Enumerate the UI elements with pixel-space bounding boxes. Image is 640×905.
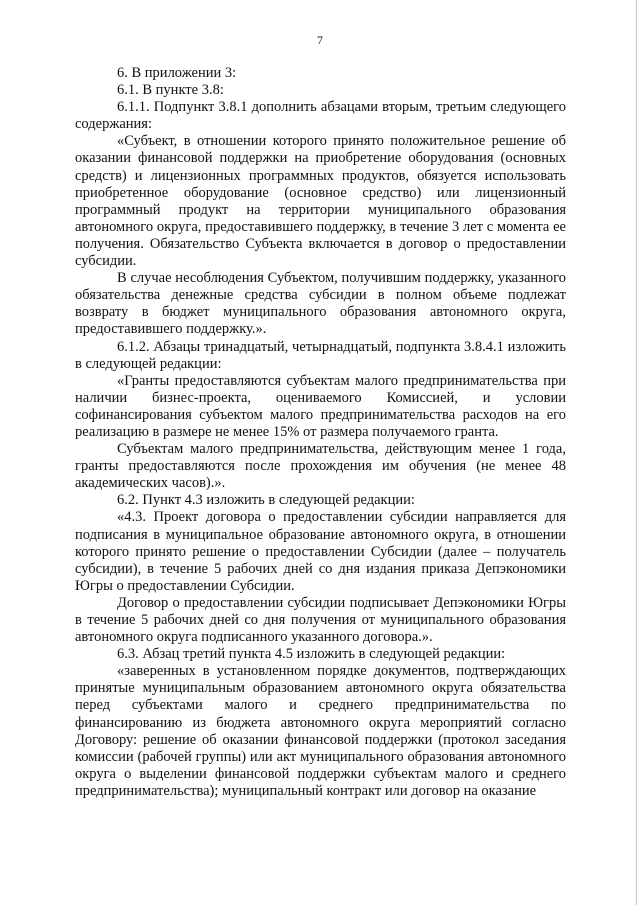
page-number: 7 [317, 33, 323, 47]
paragraph-quote-documents: «заверенных в установленном порядке документов, подтверждающих принятые муниципальным образованием автономного округа обязательства перед субъектами малого и среднего предпринимательства по финансированию из бюджета автономного округа мероприятий согласно Договору: решение об оказании финансовой поддержки (протокол заседания комиссии (рабочей группы) или акт муниципального образования автономного округа о выделении финансовой поддержки субъектам малого и среднего предпринимательства); муниципальный контракт или договор на оказание [75, 663, 566, 799]
paragraph-heading-6: 6. В приложении 3: [117, 65, 237, 81]
paragraph-quote-4-3: «4.3. Проект договора о предоставлении субсидии направляется для подписания в муниципальное образование автономного округа, в отношении которого принято решение о предоставлении Субсидии (далее – получатель субсидии), в течение 5 рабочих дней со дня издания приказа Депэкономики Югры о предоставлении Субсидии. [75, 509, 566, 594]
paragraph-6-1: 6.1. В пункте 3.8: [117, 82, 224, 99]
paragraph-quote-training: Субъектам малого предпринимательства, действующим менее 1 года, гранты предоставляются после прохождения им обучения (не менее 48 академических часов).». [75, 441, 566, 492]
page-edge-line [636, 0, 637, 905]
paragraph-quote-grants: «Гранты предоставляются субъектам малого предпринимательства при наличии бизнес-проекта, оцениваемого Комиссией, и условии софинансирования субъектом малого предпринимательства расходов на его реализацию в размере не менее 15% от размера получаемого гранта. [75, 372, 566, 440]
paragraph-quote-refund: В случае несоблюдения Субъектом, получившим поддержку, указанного обязательства денежные средства субсидии в полном объеме подлежат возврату в бюджет муниципального образования автономного округа, предоставившего поддержку.». [75, 270, 566, 338]
document-body [75, 65, 566, 800]
paragraph-quote-contract-signing: Договор о предоставлении субсидии подписывает Депэкономики Югры в течение 5 рабочих дней со дня получения от муниципального образования автономного округа подписанного указанного договора.». [75, 594, 566, 646]
paragraph-6-1-2: 6.1.2. Абзацы тринадцатый, четырнадцатый, подпункта 3.8.4.1 изложить в следующей редакции: [75, 338, 566, 372]
paragraph-6-1-1: 6.1.1. Подпункт 3.8.1 дополнить абзацами вторым, третьим следующего содержания: [75, 99, 566, 133]
paragraph-6-2: 6.2. Пункт 4.3 изложить в следующей редакции: [117, 492, 415, 509]
paragraph-quote-subject-obligation: «Субъект, в отношении которого принято положительное решение об оказании финансовой поддержки на приобретение оборудования (основных средств) и лицензионных программных продуктов, обязуется использовать приобретенное оборудование (основное средство) или лицензионный программный продукт на территории муниципального образования автономного округа, предоставившего поддержку, в течение 3 лет с момента ее получения. Обязательство Субъекта включается в договор о предоставлении субсидии. [75, 133, 566, 270]
paragraph-6-3: 6.3. Абзац третий пункта 4.5 изложить в следующей редакции: [117, 646, 506, 663]
